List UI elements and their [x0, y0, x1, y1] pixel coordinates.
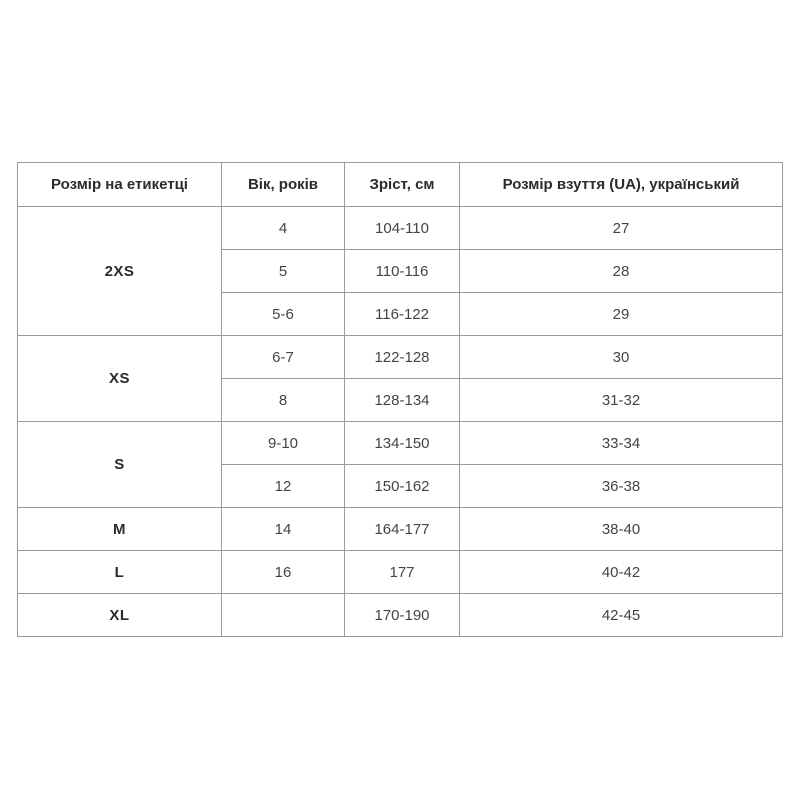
- table-row: [18, 422, 783, 465]
- header-label-size: Розмір на етикетці: [18, 163, 222, 207]
- table-row: [18, 594, 783, 637]
- size-label-cell: XL: [18, 594, 222, 637]
- shoe-size-cell: 27: [460, 207, 783, 250]
- shoe-size-cell: 30: [460, 336, 783, 379]
- height-cell: 177: [345, 551, 460, 594]
- table-row: [18, 207, 783, 250]
- shoe-size-cell: 28: [460, 250, 783, 293]
- header-height: Зріст, см: [345, 163, 460, 207]
- shoe-size-cell: 29: [460, 293, 783, 336]
- shoe-size-cell: 38-40: [460, 508, 783, 551]
- height-cell: 170-190: [345, 594, 460, 637]
- size-chart-table: [17, 162, 783, 637]
- age-cell: 5-6: [222, 293, 345, 336]
- age-cell: 4: [222, 207, 345, 250]
- height-cell: 110-116: [345, 250, 460, 293]
- age-cell: 9-10: [222, 422, 345, 465]
- shoe-size-cell: 31-32: [460, 379, 783, 422]
- age-cell: 16: [222, 551, 345, 594]
- age-cell: 5: [222, 250, 345, 293]
- table-row: [18, 551, 783, 594]
- height-cell: 116-122: [345, 293, 460, 336]
- size-label-cell: L: [18, 551, 222, 594]
- header-shoe-size: Розмір взуття (UA), український: [460, 163, 783, 207]
- table-row: [18, 508, 783, 551]
- age-cell: 12: [222, 465, 345, 508]
- height-cell: 164-177: [345, 508, 460, 551]
- size-label-cell: XS: [18, 336, 222, 422]
- shoe-size-cell: 40-42: [460, 551, 783, 594]
- age-cell: 14: [222, 508, 345, 551]
- shoe-size-cell: 36-38: [460, 465, 783, 508]
- height-cell: 134-150: [345, 422, 460, 465]
- height-cell: 128-134: [345, 379, 460, 422]
- age-cell: [222, 594, 345, 637]
- height-cell: 122-128: [345, 336, 460, 379]
- table-row: [18, 336, 783, 379]
- size-label-cell: S: [18, 422, 222, 508]
- shoe-size-cell: 42-45: [460, 594, 783, 637]
- header-age: Вік, років: [222, 163, 345, 207]
- age-cell: 6-7: [222, 336, 345, 379]
- height-cell: 150-162: [345, 465, 460, 508]
- size-label-cell: 2XS: [18, 207, 222, 336]
- table-header-row: [18, 163, 783, 207]
- age-cell: 8: [222, 379, 345, 422]
- height-cell: 104-110: [345, 207, 460, 250]
- shoe-size-cell: 33-34: [460, 422, 783, 465]
- size-label-cell: M: [18, 508, 222, 551]
